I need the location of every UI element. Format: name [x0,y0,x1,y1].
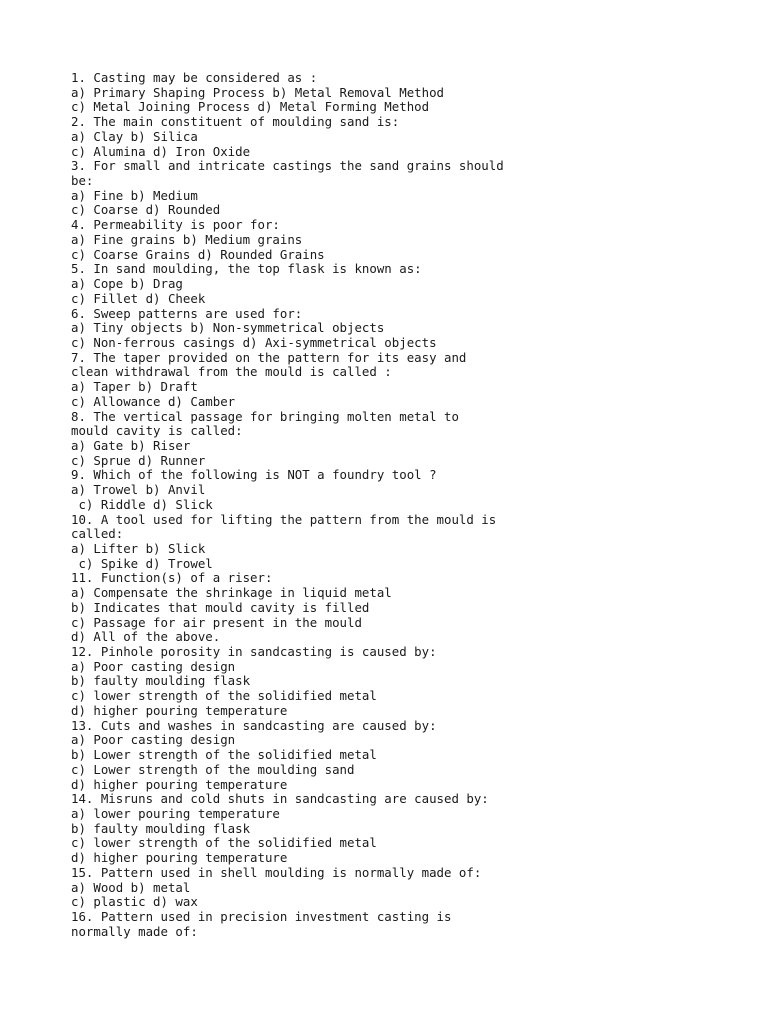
text-line: 3. For small and intricate castings the sand grains should [71,158,504,174]
text-line: 12. Pinhole porosity in sandcasting is caused by: [71,644,437,660]
text-line: c) plastic d) wax [71,894,198,910]
text-line: c) Allowance d) Camber [71,393,236,409]
text-line: c) Fillet d) Cheek [71,290,206,306]
text-line: a) Taper b) Draft [71,379,198,395]
text-line: a) Primary Shaping Process b) Metal Removal Method [71,84,444,100]
text-line: be: [71,173,94,189]
text-line: clean withdrawal from the mould is called : [71,364,392,380]
text-line: 7. The taper provided on the pattern for its easy and [71,349,467,365]
text-line: a) Fine grains b) Medium grains [71,231,303,247]
text-line: 16. Pattern used in precision investment casting is [71,908,452,924]
text-line: 15. Pattern used in shell moulding is normally made of: [71,864,482,880]
text-line: d) All of the above. [71,629,221,645]
text-line: a) Trowel b) Anvil [71,482,206,498]
text-line: 4. Permeability is poor for: [71,217,280,233]
text-line: d) higher pouring temperature [71,776,288,792]
text-line: a) Gate b) Riser [71,437,191,453]
text-line: normally made of: [71,923,198,939]
text-line: a) Poor casting design [71,658,236,674]
text-line: a) Wood b) metal [71,879,191,895]
text-line: a) lower pouring temperature [71,805,280,821]
text-line: 6. Sweep patterns are used for: [71,305,303,321]
text-line: c) Metal Joining Process d) Metal Forming Method [71,99,430,115]
text-line: 9. Which of the following is NOT a foundry tool ? [71,467,437,483]
text-line: d) higher pouring temperature [71,702,288,718]
text-line: c) Lower strength of the moulding sand [71,761,355,777]
text-line: c) lower strength of the solidified metal [71,688,377,704]
text-line: c) Alumina d) Iron Oxide [71,143,251,159]
text-line: 8. The vertical passage for bringing molten metal to [71,408,459,424]
document-page [71,71,751,939]
text-line: a) Compensate the shrinkage in liquid metal [71,585,392,601]
text-line: b) Lower strength of the solidified metal [71,747,377,763]
text-line: mould cavity is called: [71,423,243,439]
text-line: c) lower strength of the solidified metal [71,835,377,851]
text-line: c) Spike d) Trowel [71,555,213,571]
text-line: c) Riddle d) Slick [71,496,213,512]
text-line: a) Poor casting design [71,732,236,748]
text-line: b) faulty moulding flask [71,820,251,836]
text-line: a) Fine b) Medium [71,187,198,203]
text-line: 5. In sand moulding, the top flask is known as: [71,261,422,277]
text-line: c) Sprue d) Runner [71,452,206,468]
text-line: c) Coarse Grains d) Rounded Grains [71,246,325,262]
text-line: a) Cope b) Drag [71,276,183,292]
text-line: b) faulty moulding flask [71,673,251,689]
text-line: c) Non-ferrous casings d) Axi-symmetrical objects [71,334,437,350]
text-line: called: [71,526,124,542]
text-line: 1. Casting may be considered as : [71,70,318,85]
text-line: 14. Misruns and cold shuts in sandcasting are caused by: [71,791,489,807]
text-line: 13. Cuts and washes in sandcasting are caused by: [71,717,437,733]
text-line: c) Coarse d) Rounded [71,202,221,218]
text-line: 10. A tool used for lifting the pattern from the mould is [71,511,497,527]
text-line: a) Tiny objects b) Non-symmetrical objects [71,320,385,336]
text-line: 11. Function(s) of a riser: [71,570,273,586]
text-line: a) Clay b) Silica [71,128,198,144]
text-line: b) Indicates that mould cavity is filled [71,599,370,615]
text-line: a) Lifter b) Slick [71,541,206,556]
text-line: d) higher pouring temperature [71,850,288,866]
text-line: 2. The main constituent of moulding sand is: [71,114,400,130]
text-line: c) Passage for air present in the mould [71,614,362,630]
